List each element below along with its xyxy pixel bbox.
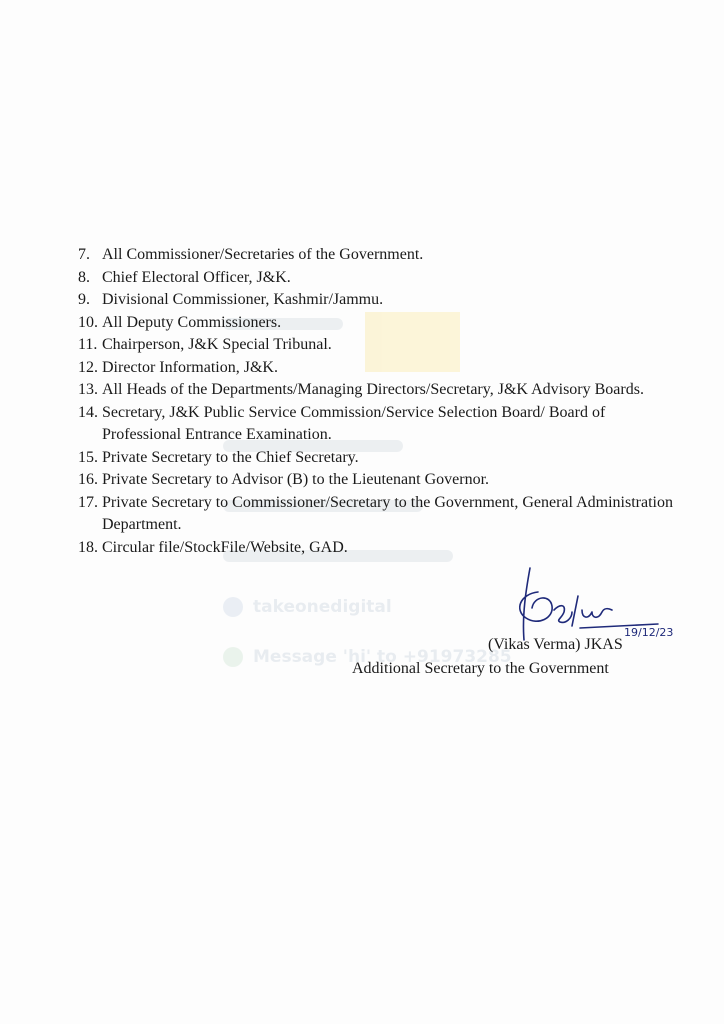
item-number: 9. [78,291,90,308]
item-text: Director Information, J&K. [102,358,278,376]
item-text: Divisional Commissioner, Kashmir/Jammu. [102,291,384,308]
list-item [78,537,678,560]
item-text: Chief Electoral Officer, J&K. [102,268,291,286]
whatsapp-icon [223,647,243,667]
item-number: 11. [78,336,98,353]
item-text: All Deputy Commissioners. [102,313,282,331]
item-number: 10. [78,313,98,331]
list-item [78,469,678,492]
signatory-designation: Additional Secretary to the Government [352,660,609,677]
item-text: Private Secretary to Commissioner/Secretary to the Government, General Administration Department. [102,493,673,533]
list-item [78,379,678,402]
item-text: Chairperson, J&K Special Tribunal. [102,336,332,353]
item-number: 13. [78,381,98,398]
list-item [78,289,678,312]
item-text: Private Secretary to the Chief Secretary. [102,448,359,466]
item-number: 16. [78,471,98,488]
item-text: All Commissioner/Secretaries of the Government. [102,246,424,263]
item-number: 15. [78,448,98,466]
item-number: 17. [78,493,98,511]
list-item [78,267,678,290]
watermark-text: Message 'hi' to +91973285 [253,647,512,667]
list-item [78,357,678,380]
item-text: All Heads of the Departments/Managing Directors/Secretary, J&K Advisory Boards. [102,381,644,398]
item-number: 8. [78,268,90,286]
item-number: 12. [78,358,98,376]
distribution-list [78,244,678,559]
item-text: Secretary, J&K Public Service Commission/Service Selection Board/ Board of Professional Entrance Examination. [102,403,606,443]
list-item [78,447,678,470]
item-text: Circular file/StockFile/Website, GAD. [102,538,348,556]
list-item [78,334,678,357]
watermark-text: takeonedigital [253,597,392,617]
list-item [78,492,678,537]
list-item [78,402,678,447]
item-text: Private Secretary to Advisor (B) to the Lieutenant Governor. [102,471,490,488]
list-item [78,244,678,267]
signatory-name: (Vikas Verma) JKAS [488,636,623,653]
twitter-icon [223,597,243,617]
item-number: 7. [78,246,90,263]
list-item [78,312,678,335]
handwritten-date: 19/12/23 [624,626,674,639]
item-number: 14. [78,403,98,421]
item-number: 18. [78,538,98,556]
